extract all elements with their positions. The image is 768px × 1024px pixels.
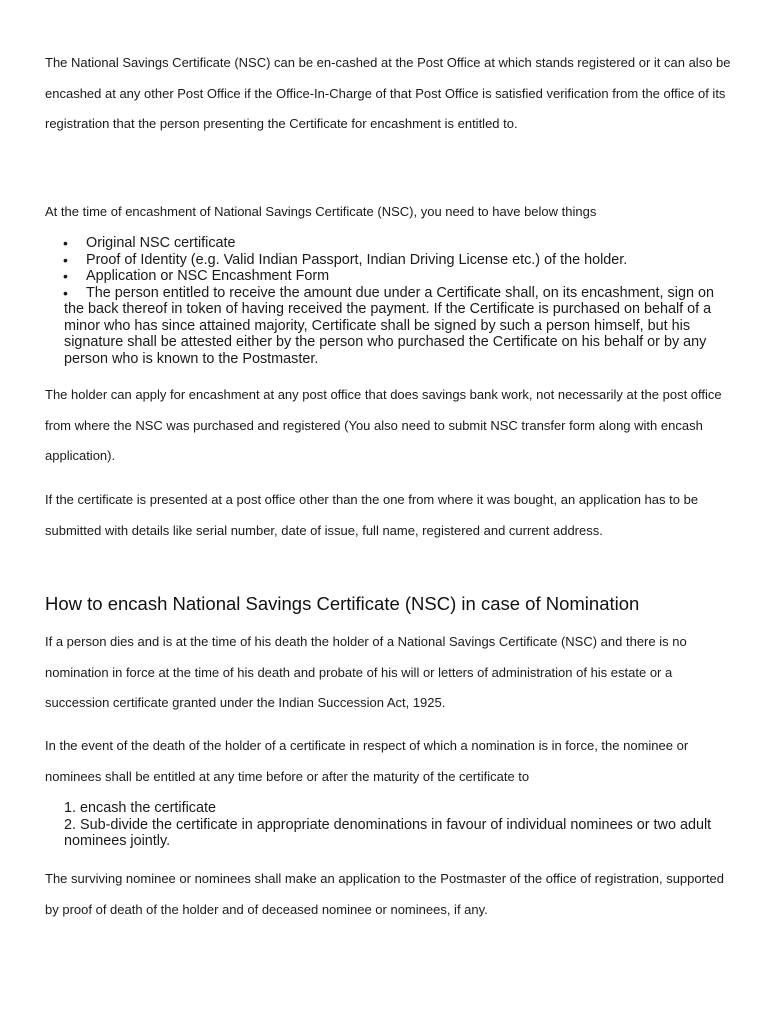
paragraph-any-post-office: The holder can apply for encashment at any post office that does savings bank work, not necessarily at the post office from where the NSC was purchased and registered (You also need to submit NSC transfer form along with encash application). (45, 387, 722, 463)
paragraph-requirements-intro: At the time of encashment of National Savings Certificate (NSC), you need to have below things (45, 204, 597, 219)
paragraph-surviving-nominee: The surviving nominee or nominees shall make an application to the Postmaster of the office of registration, supported by proof of death of the holder and of deceased nominee or nominees, if any. (45, 871, 725, 917)
list-item: • Application or NSC Encashment Form (63, 268, 330, 284)
paragraph-nomination-in-force: In the event of the death of the holder of a certificate in respect of which a nomination is in force, the nominee or nominees shall be entitled at any time before or after the maturity of the certificate to (45, 738, 689, 784)
requirements-list (45, 235, 735, 367)
section-heading-nomination: How to encash National Savings Certificate (NSC) in case of Nomination (45, 593, 640, 614)
bullet-icon: • (63, 251, 68, 268)
list-item: 2. Sub-divide the certificate in appropriate denominations in favour of individual nominees or two adult nominees jointly. (64, 816, 712, 849)
nominee-options-list (45, 800, 735, 850)
paragraph-encashment-location: The National Savings Certificate (NSC) can be en-cashed at the Post Office at which stands registered or it can also be encashed at any other Post Office if the Office-In-Charge of that Post Office is satisfied verification from the office of its registration that the person presenting the Certificate for encashment is entitled to. (45, 55, 731, 131)
paragraph-other-post-office: If the certificate is presented at a post office other than the one from where it was bought, an application has to be submitted with details like serial number, date of issue, full name, registered and current address. (45, 492, 699, 538)
bullet-icon: • (63, 284, 68, 301)
list-item: • The person entitled to receive the amount due under a Certificate shall, on its encashment, sign on the back thereof in token of having received the payment. If the Certificate is purchased on behalf of a minor who has since attained majority, Certificate shall be signed by such a person himself, but his signature shall be attested either by the person who purchased the Certificate on his behalf or by any person who is known to the Postmaster. (63, 284, 714, 367)
list-item: 1. encash the certificate (64, 800, 216, 816)
bullet-icon: • (63, 268, 68, 284)
bullet-icon: • (63, 235, 68, 251)
paragraph-no-nomination: If a person dies and is at the time of his death the holder of a National Savings Certificate (NSC) and there is no nomination in force at the time of his death and probate of his will or letters of administration of his estate or a succession certificate granted under the Indian Succession Act, 1925. (45, 634, 687, 710)
list-item: • Proof of Identity (e.g. Valid Indian Passport, Indian Driving License etc.) of the holder. (63, 251, 628, 268)
list-item: • Original NSC certificate (63, 235, 236, 251)
